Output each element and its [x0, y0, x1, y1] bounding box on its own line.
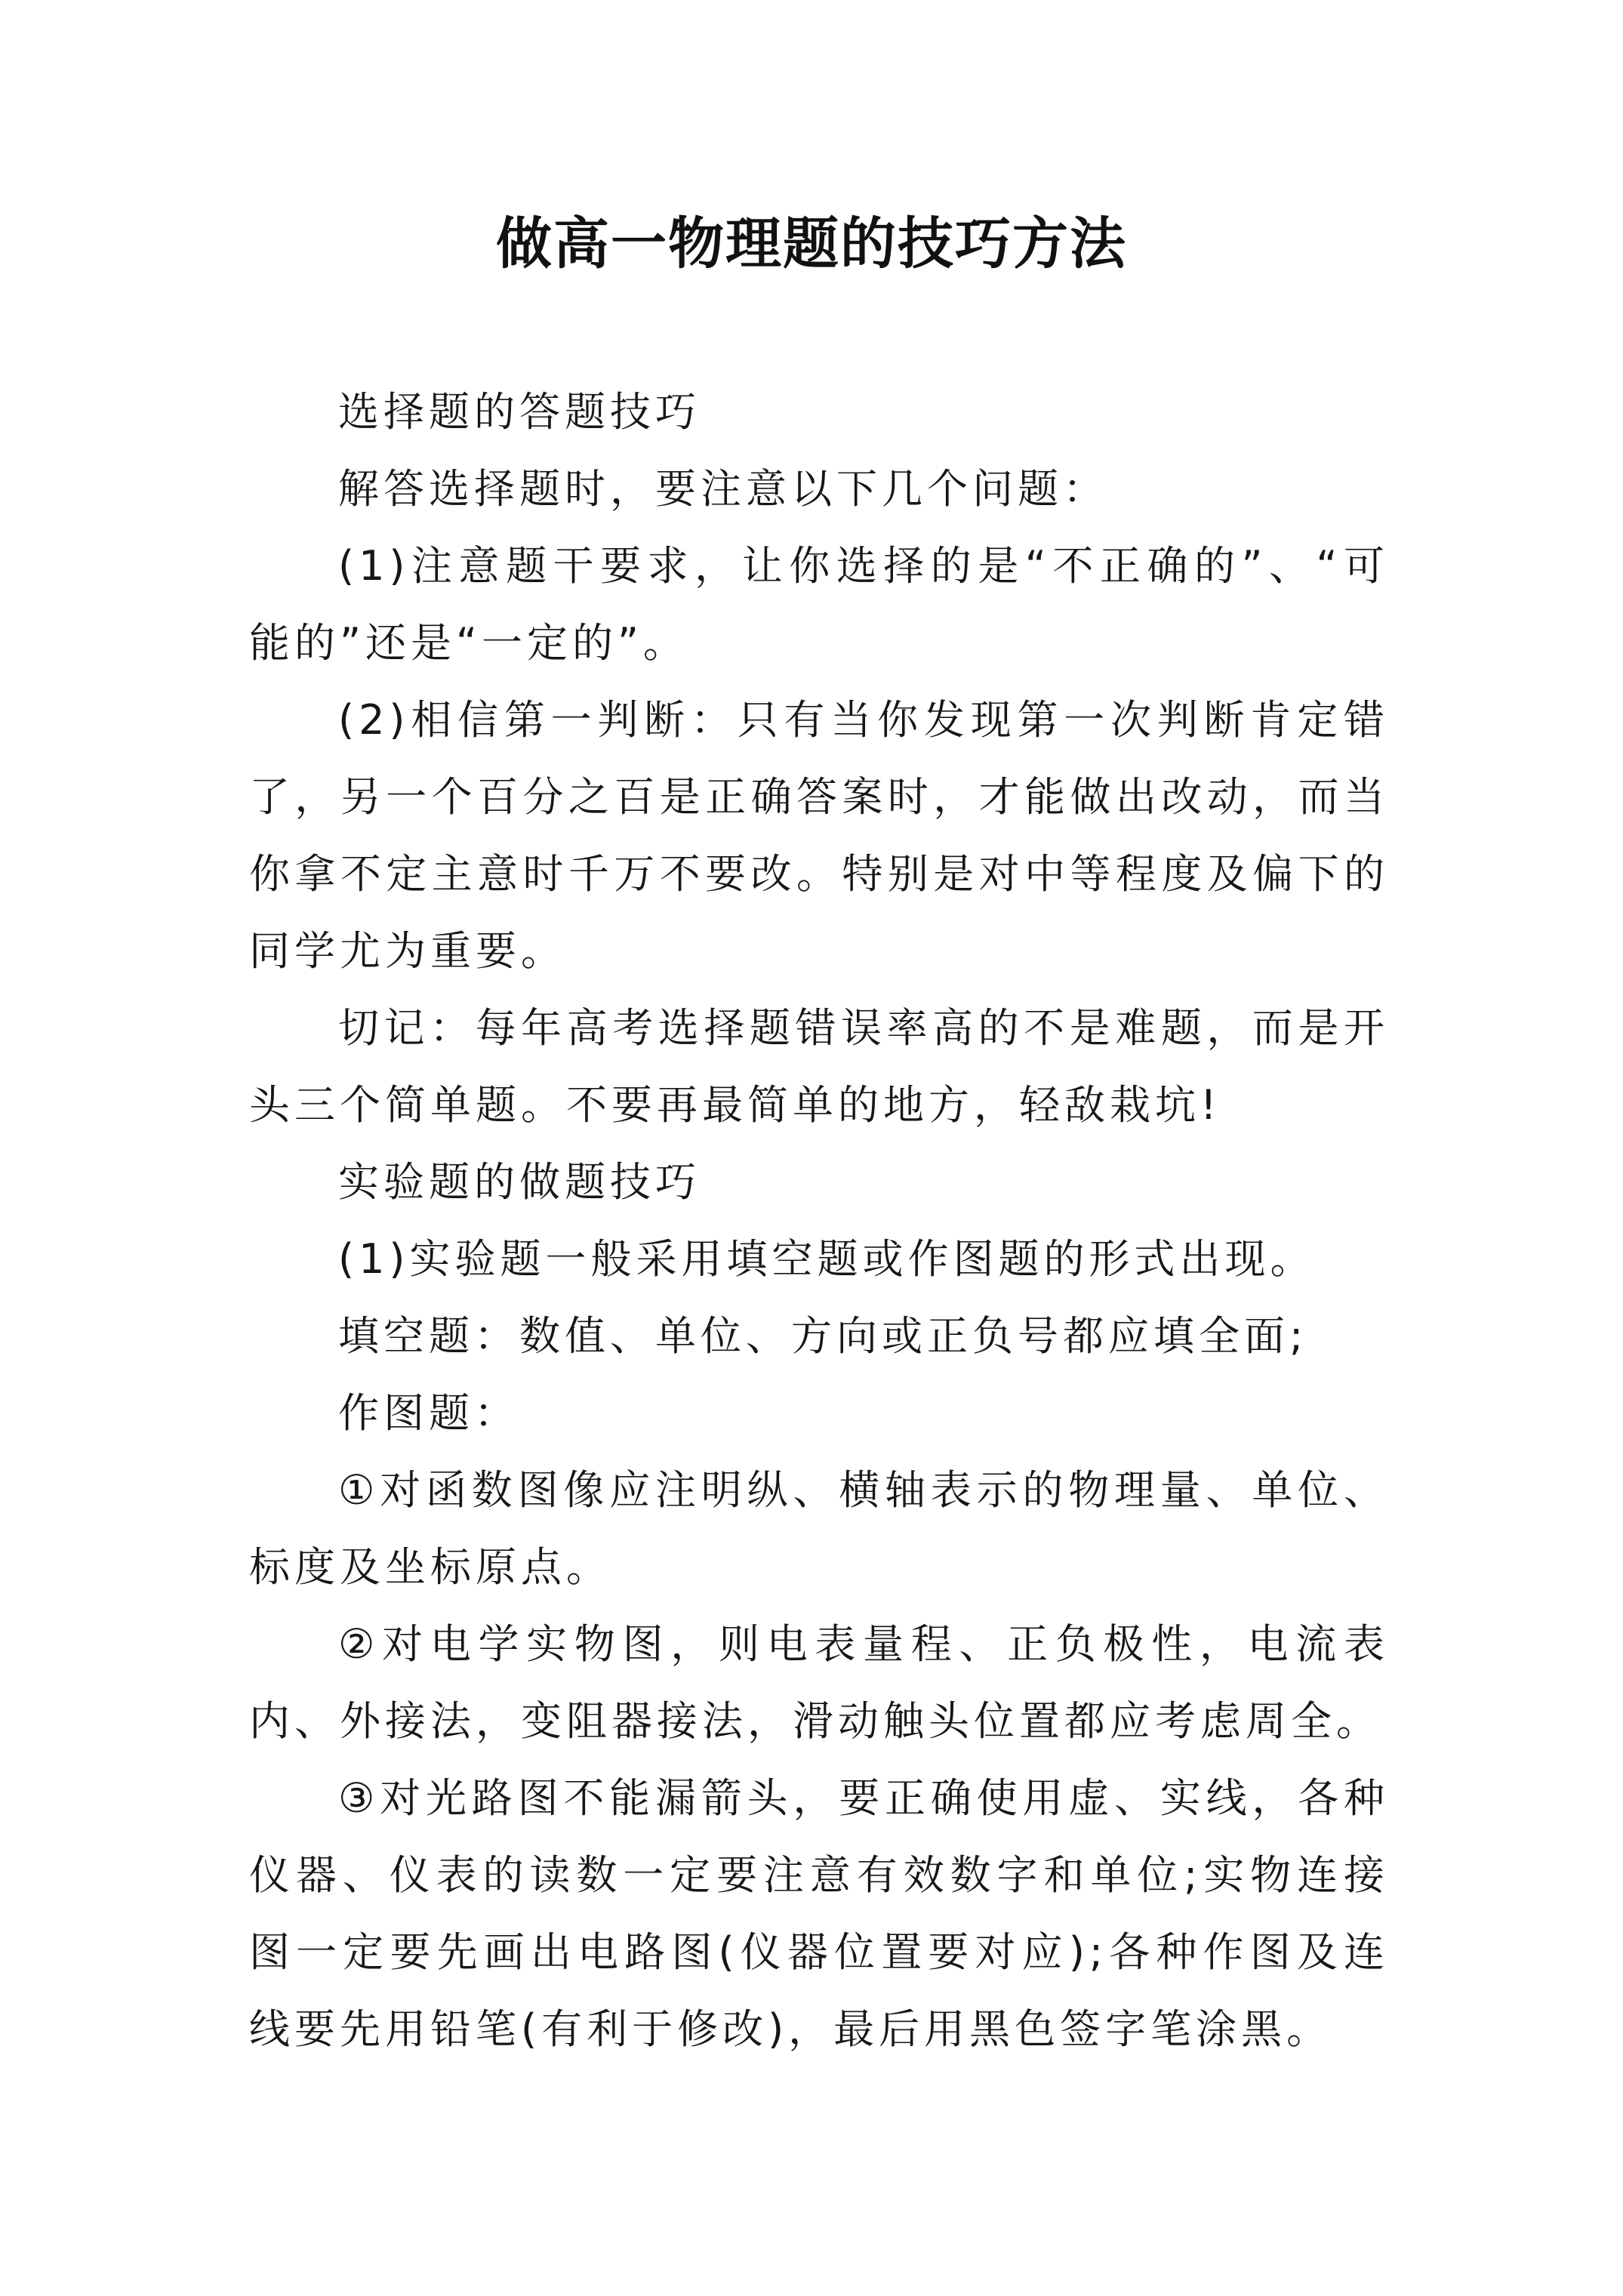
paragraph: (2)相信第一判断：只有当你发现第一次判断肯定错了，另一个百分之百是正确答案时，才能做出改动，而当你拿不定主意时千万不要改。特别是对中等程度及偏下的同学尤为重要。: [249, 696, 1389, 975]
section-heading-experiment: 实验题的做题技巧: [338, 1158, 701, 1206]
paragraph: 切记：每年高考选择题错误率高的不是难题，而是开头三个简单题。不要再最简单的地方，轻敌栽坑!: [249, 1004, 1389, 1129]
paragraph: 填空题：数值、单位、方向或正负号都应填全面;: [338, 1312, 1308, 1360]
paragraph: ②对电学实物图，则电表量程、正负极性，电流表内、外接法，变阻器接法，滑动触头位置都应考虑周全。: [249, 1620, 1389, 1745]
paragraph: ③对光路图不能漏箭头，要正确使用虚、实线，各种仪器、仪表的读数一定要注意有效数字和单位;实物连接图一定要先画出电路图(仪器位置要对应);各种作图及连线要先用铅笔(有利于修改)，最后用黑色签字笔涂黑。: [249, 1774, 1389, 2053]
paragraph: 作图题：: [338, 1389, 519, 1437]
paragraph: 解答选择题时，要注意以下几个问题：: [338, 465, 1108, 513]
section-heading-choice: 选择题的答题技巧: [338, 388, 701, 436]
paragraph: ①对函数图像应注明纵、横轴表示的物理量、单位、标度及坐标原点。: [249, 1466, 1389, 1591]
document-title: 做高一物理题的技巧方法: [496, 211, 1127, 276]
document-body: [249, 374, 1389, 2068]
paragraph: (1)注意题干要求，让你选择的是“不正确的”、“可能的”还是“一定的”。: [249, 542, 1389, 667]
paragraph: (1)实验题一般采用填空题或作图题的形式出现。: [338, 1235, 1316, 1283]
